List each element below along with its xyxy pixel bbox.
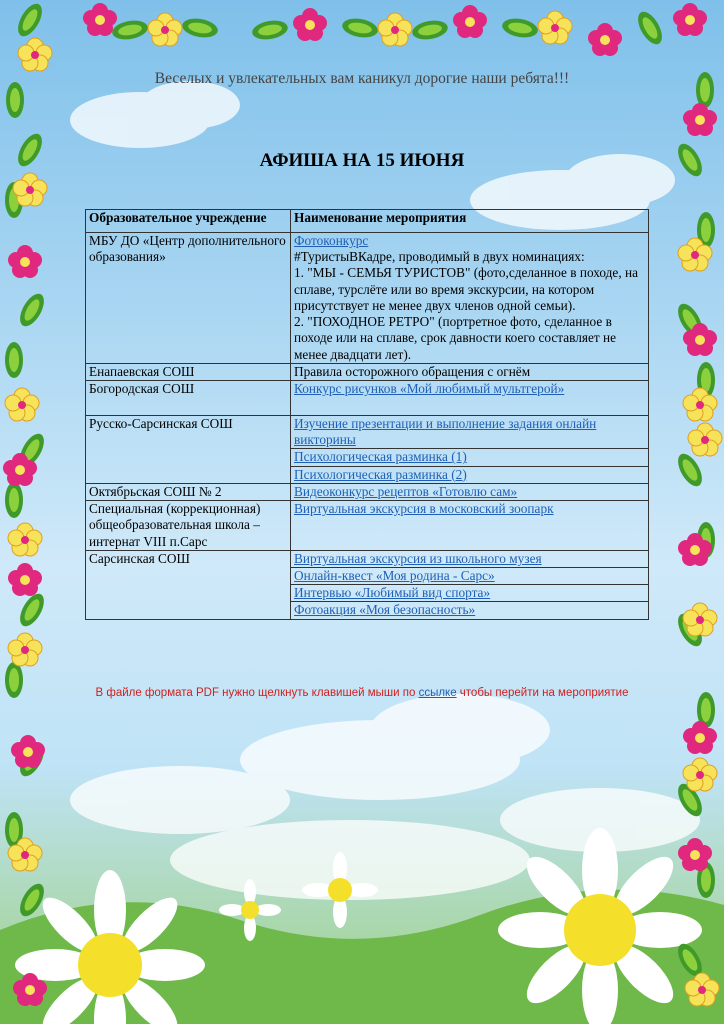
institution-cell: Сарсинская СОШ [86, 550, 291, 619]
table-row [86, 363, 649, 380]
table-row [86, 483, 649, 500]
event-link[interactable]: Фотоакция «Моя безопасность» [291, 601, 648, 618]
institution-cell: Богородская СОШ [86, 380, 291, 415]
page-title: АФИША НА 15 ИЮНЯ [259, 150, 465, 171]
table-row [86, 550, 649, 619]
note-text: чтобы перейти на мероприятие [456, 687, 629, 699]
institution-cell: Русско-Сарсинская СОШ [86, 415, 291, 483]
table-row [86, 380, 649, 415]
table-row [86, 501, 649, 551]
event-link[interactable]: Фотоконкурс [294, 233, 369, 248]
institution-cell: Октябрьская СОШ № 2 [86, 483, 291, 500]
event-link[interactable]: Психологическая разминка (1) [291, 448, 648, 465]
table-row [86, 415, 649, 483]
header-institution: Образовательное учреждение [86, 210, 291, 233]
event-cell [291, 483, 649, 500]
event-link[interactable]: Изучение презентации и выполнение задания онлайн викторины [294, 415, 597, 448]
institution-cell: Специальная (коррекционная) общеобразовательная школа – интернат VIII п.Сарс [86, 501, 291, 551]
note-link[interactable]: ссылке [418, 687, 457, 699]
table-row [86, 233, 649, 364]
event-cell [291, 233, 649, 364]
event-description: #ТуристыВКадре, проводимый в двух номинациях: [294, 249, 585, 265]
event-link[interactable]: Онлайн-квест «Моя родина - Сарс» [291, 567, 648, 584]
event-link[interactable]: Виртуальная экскурсия в московский зоопарк [294, 501, 554, 517]
event-link[interactable]: Конкурс рисунков «Мой любимый мультгерой» [294, 380, 565, 396]
events-table [85, 209, 649, 620]
event-link[interactable]: Видеоконкурс рецептов «Готовлю сам» [294, 483, 518, 499]
event-link[interactable]: Психологическая разминка (2) [291, 466, 648, 483]
greeting-text: Веселых и увлекательных вам каникул дорогие наши ребята!!! [154, 70, 570, 87]
event-description: 1. "МЫ - СЕМЬЯ ТУРИСТОВ" (фото,сделанное в походе, на сплаве, турслёте или во время экскурсии, на котором присутствует не менее двух членов одной семьи). [294, 265, 639, 313]
event-link[interactable]: Интервью «Любимый вид спорта» [291, 584, 648, 601]
event-cell [291, 550, 649, 619]
pdf-note [0, 687, 724, 699]
table-header-row [86, 210, 649, 233]
institution-cell: Енапаевская СОШ [86, 363, 291, 380]
note-text: В файле формата PDF нужно щелкнуть клавишей мыши по [95, 687, 419, 699]
institution-cell: МБУ ДО «Центр дополнительного образования» [86, 233, 291, 364]
event-description: 2. "ПОХОДНОЕ РЕТРО" (портретное фото, сделанное в походе или на сплаве, срок давности коего составляет не менее двадцати лет). [294, 314, 617, 362]
header-event: Наименование мероприятия [291, 210, 649, 233]
event-cell: Правила осторожного обращения с огнём [291, 363, 649, 380]
event-link[interactable]: Виртуальная экскурсия из школьного музея [294, 550, 542, 566]
event-cell [291, 501, 649, 551]
event-cell [291, 380, 649, 415]
event-cell [291, 415, 649, 483]
